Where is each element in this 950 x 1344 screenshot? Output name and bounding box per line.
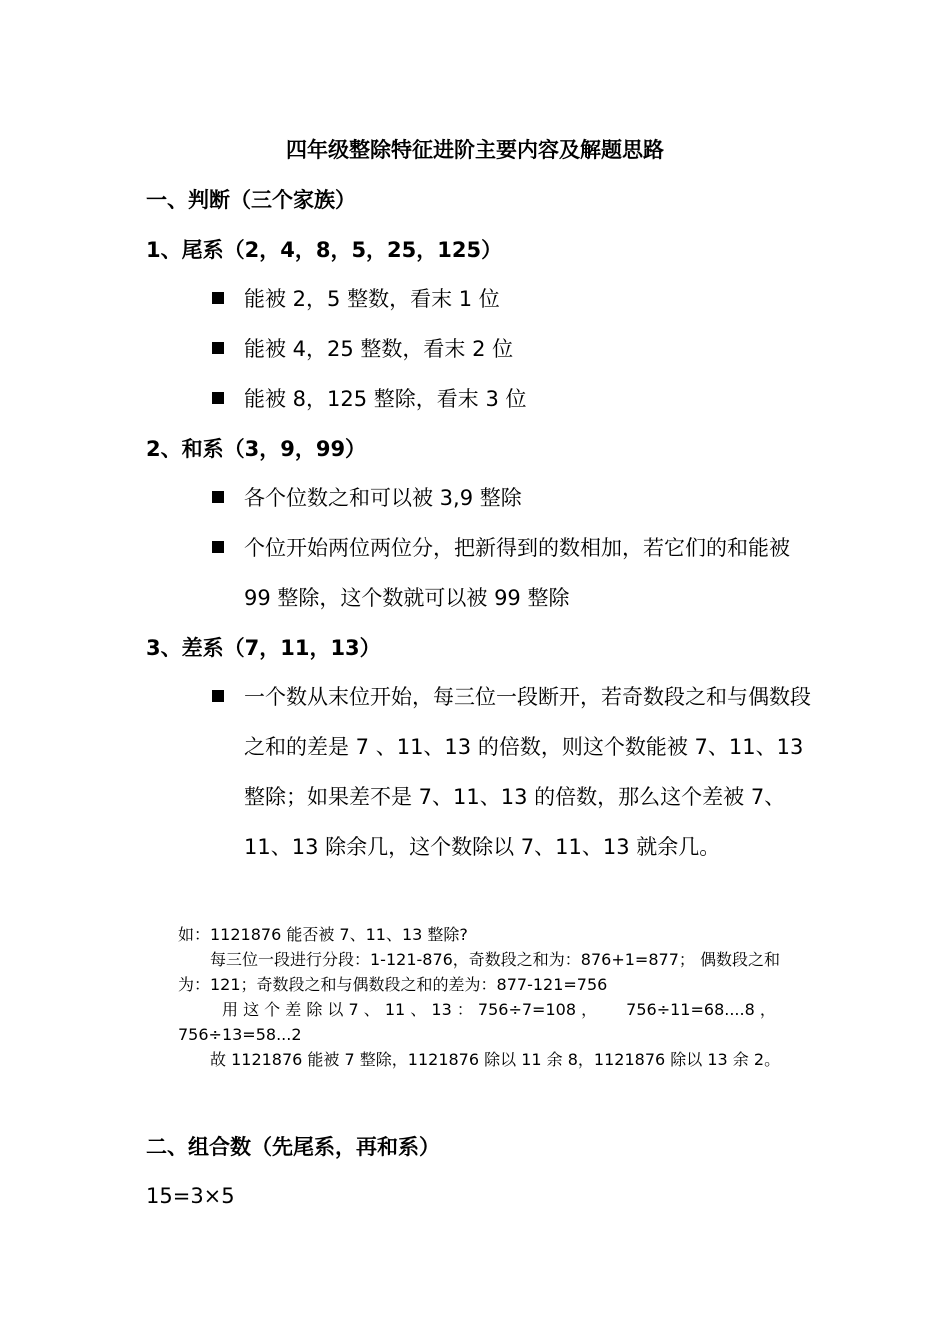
example-question: 如：1121876 能否被 7、11、13 整除? <box>178 925 468 944</box>
example-conclusion: 故 1121876 能被 7 整除，1121876 除以 11 余 8，1121876 除以 13 余 2。 <box>210 1050 781 1069</box>
bullet-square-icon <box>212 690 224 702</box>
list-item-text: 各个位数之和可以被 3,9 整除 <box>244 486 522 510</box>
bullet-square-icon <box>212 541 224 553</box>
example-step-1: 每三位一段进行分段：1-121-876，奇数段之和为：876+1=877； 偶数段之和为：121；奇数段之和与偶数段之和的差为：877-121=756 <box>178 950 780 994</box>
subsection-2-heading: 2、和系（3，9，99） <box>146 437 367 461</box>
list-item <box>212 523 812 623</box>
list-item <box>212 672 812 872</box>
formula-text: 15=3×5 <box>146 1184 235 1208</box>
bullet-square-icon <box>212 392 224 404</box>
list-item-text: 能被 2，5 整数，看末 1 位 <box>244 287 500 311</box>
bullet-square-icon <box>212 491 224 503</box>
example-block <box>178 922 808 1072</box>
bullet-square-icon <box>212 342 224 354</box>
list-item <box>212 374 812 424</box>
page-title: 四年级整除特征进阶主要内容及解题思路 <box>286 138 664 162</box>
list-item-text: 能被 4，25 整数，看末 2 位 <box>244 337 514 361</box>
list-item-text: 个位开始两位两位分，把新得到的数相加，若它们的和能被 99 整除，这个数就可以被 99 整除 <box>244 536 790 610</box>
list-item-text: 一个数从末位开始，每三位一段断开，若奇数段之和与偶数段之和的差是 7 、11、13 的倍数，则这个数能被 7、11、13 整除；如果差不是 7、11、13 的倍数，那么这个差被 7、11、13 除余几，这个数除以 7、11、13 就余几。 <box>244 685 811 859</box>
list-item <box>212 274 812 324</box>
example-step-2: 用 这 个 差 除 以 7 、 11 、 13 ： 756÷7=108 ， 756÷11=68....8 ，756÷13=58...2 <box>178 1000 776 1044</box>
list-item-text: 能被 8，125 整除，看末 3 位 <box>244 387 527 411</box>
section-1-heading: 一、判断（三个家族） <box>146 188 356 212</box>
bullet-square-icon <box>212 292 224 304</box>
section-2-heading: 二、组合数（先尾系，再和系） <box>146 1135 440 1159</box>
list-item <box>212 324 812 374</box>
subsection-1-heading: 1、尾系（2，4，8，5，25，125） <box>146 238 503 262</box>
subsection-3-heading: 3、差系（7，11，13） <box>146 636 381 660</box>
list-item <box>212 473 812 523</box>
